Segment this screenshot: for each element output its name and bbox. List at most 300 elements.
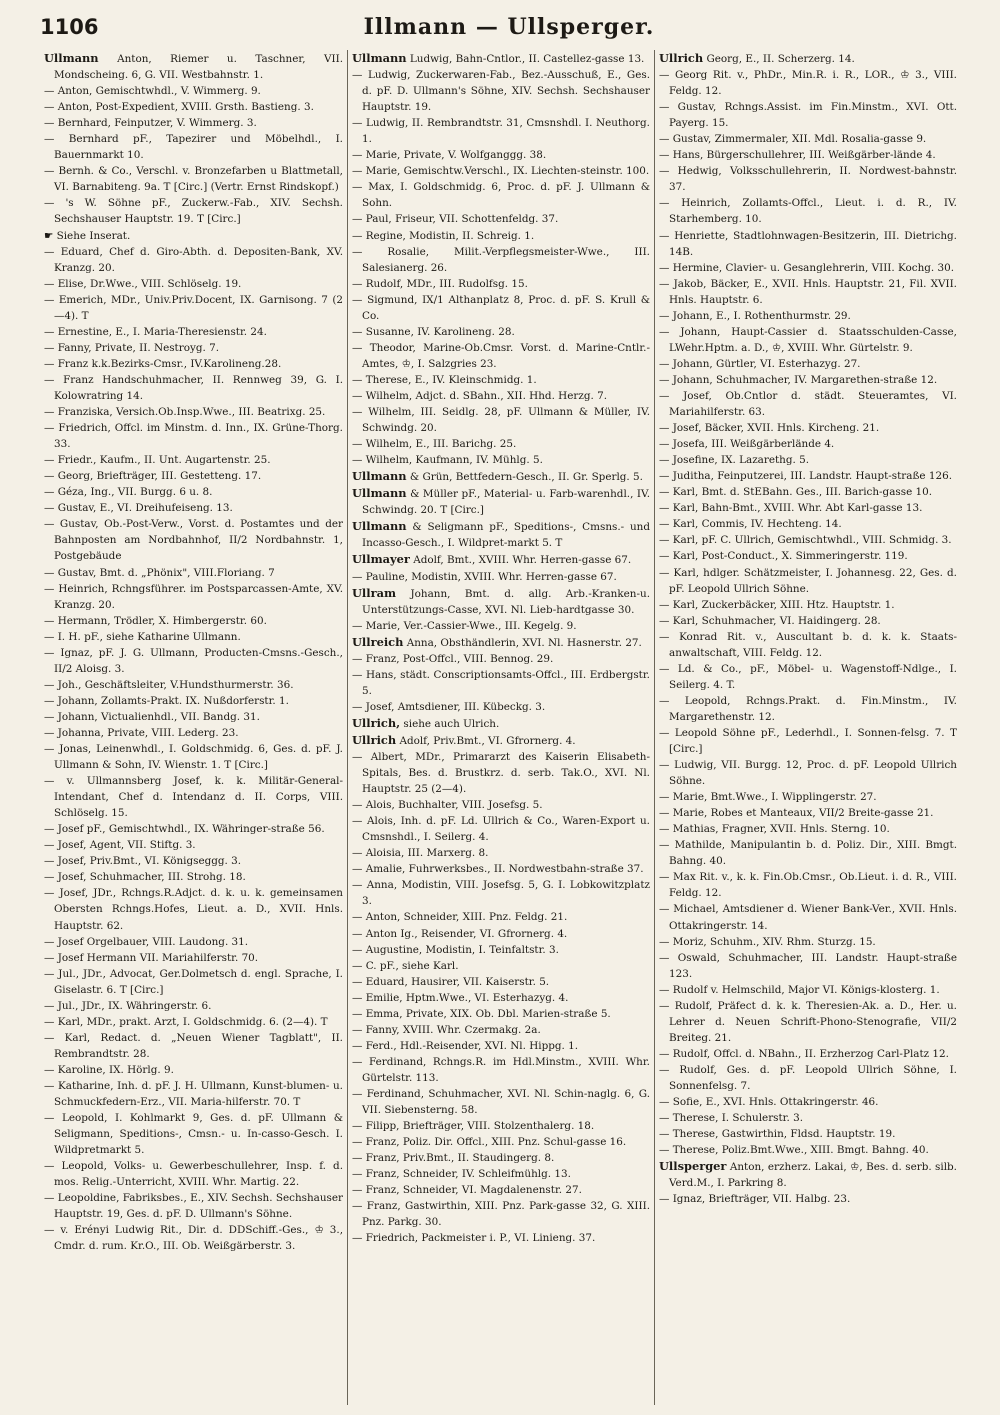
entry-name: — Alois, bbox=[352, 815, 396, 827]
entry-text: Schneider, XIII. Pnz. Feldg. 21. bbox=[403, 911, 568, 924]
entry-name: — Heinrich, bbox=[659, 197, 731, 209]
directory-entry bbox=[352, 797, 650, 813]
directory-entry bbox=[44, 629, 343, 645]
entry-text: Schuhmacher, IV. Margarethen-straße 12. bbox=[716, 373, 938, 386]
entry-name: — Fanny, bbox=[352, 1024, 400, 1036]
entry-name: — Jakob, bbox=[659, 278, 706, 290]
directory-entry bbox=[44, 966, 343, 998]
entry-name: — Marie, bbox=[352, 165, 400, 177]
entry-name: Ullrich bbox=[352, 732, 397, 747]
entry-text: Fabriksbes., E., XIV. Sechsh. Sechshauser Hauptstr. 19, Ges. d. pF. D. Ullmann's Söhne. bbox=[54, 1192, 343, 1221]
entry-text: IX/1 Althanplatz 8, Proc. d. pF. S. Krull & Co. bbox=[362, 293, 650, 322]
entry-text: Post-Conduct., X. Simmeringerstr. 119. bbox=[701, 550, 908, 563]
directory-entry bbox=[352, 667, 650, 699]
entry-text: Friseur, VII. Schottenfeldg. 37. bbox=[395, 213, 559, 226]
directory-entry bbox=[44, 934, 343, 950]
entry-name: — Alois, bbox=[352, 799, 395, 811]
entry-name: — Ferd., bbox=[352, 1040, 397, 1052]
entry-text: Hptm.Wwe., VI. Esterhazyg. 4. bbox=[405, 991, 569, 1004]
entry-name: — Therese, bbox=[659, 1112, 718, 1124]
directory-entry bbox=[659, 1158, 957, 1191]
entry-name: — Anna, bbox=[352, 879, 397, 891]
entry-name: Ullmayer bbox=[352, 552, 410, 567]
directory-entry bbox=[659, 1046, 957, 1062]
entry-text: & Grün, Bettfedern-Gesch., II. Gr. Sperlg. 5. bbox=[409, 471, 643, 484]
entry-text: siehe auch Ulrich. bbox=[403, 717, 500, 730]
entry-name: — Karl, bbox=[659, 518, 698, 530]
entry-text: Briefträger, III. Gestetteng. 17. bbox=[96, 470, 262, 483]
entry-name: — Karl, bbox=[659, 502, 698, 514]
entry-text: Dr.Wwe., VIII. Schlöselg. 19. bbox=[90, 277, 242, 290]
entry-name: — Wilhelm, bbox=[352, 390, 412, 402]
entry-name: — Gustav, bbox=[659, 101, 716, 113]
entry-text: III. Seidlg. 28, pF. Ullmann & Müller, IV. Schwindg. 20. bbox=[362, 406, 650, 435]
directory-entry bbox=[352, 372, 650, 388]
directory-entry bbox=[352, 974, 650, 990]
entry-name: — Susanne, bbox=[352, 326, 414, 338]
entry-name: — Amalie, bbox=[352, 863, 405, 875]
entry-name: — Marie, bbox=[659, 807, 707, 819]
entry-text: Gürtler, VI. Esterhazyg. 27. bbox=[716, 357, 861, 370]
entry-name: — Augustine, bbox=[352, 944, 422, 956]
entry-text: MDr., prakt. Arzt, I. Goldschmidg. 6. (2—4). T bbox=[86, 1015, 328, 1028]
directory-entry bbox=[44, 500, 343, 516]
entry-text: Geschäftsleiter, V.Hundsthurmerstr. 36. bbox=[84, 678, 294, 691]
entry-name: — Anton, bbox=[44, 101, 92, 113]
directory-entry bbox=[44, 998, 343, 1014]
entry-text: Redact. d. „Neuen Wiener Tagblatt", II. Rembrandtstr. 28. bbox=[54, 1031, 343, 1060]
directory-entry bbox=[659, 613, 957, 629]
entry-text: I. Schulerstr. 3. bbox=[721, 1112, 804, 1125]
directory-entry bbox=[659, 324, 957, 356]
directory-entry bbox=[659, 484, 957, 500]
entry-name: — Josef, bbox=[44, 871, 86, 883]
entry-text: Offcl. im Minstm. d. Inn., IX. Grüne-Thorg. 33. bbox=[54, 422, 343, 451]
entry-text: pF., Gemischtwhdl., IX. Währinger-straße 56. bbox=[86, 823, 325, 836]
directory-entry bbox=[44, 516, 343, 564]
entry-name: — Johanna, bbox=[44, 727, 104, 739]
directory-entry bbox=[352, 452, 650, 468]
entry-text: Ob.-Post-Verw., Vorst. d. Postamtes und der Bahnposten am Nordbahnhof, II/2 Nordbahnstr. 1, Postgebäude bbox=[54, 518, 343, 563]
entry-text: Post-Offcl., VIII. Bennog. 29. bbox=[402, 652, 554, 665]
entry-text: III. Weißgärberlände 4. bbox=[711, 438, 835, 451]
entry-name: — Bernh. & Co., bbox=[44, 165, 132, 177]
directory-entry bbox=[352, 404, 650, 436]
directory-entry bbox=[44, 741, 343, 773]
entry-name: — Ludwig, bbox=[659, 759, 717, 771]
directory-entry bbox=[44, 645, 343, 677]
entry-text: E., IV. Kleinschmidg. 1. bbox=[414, 373, 537, 386]
entry-text: XVIII. Whr. Czermakg. 2a. bbox=[402, 1023, 541, 1036]
entry-text: Bahn-Bmt., XVIII. Whr. Abt Karl-gasse 13. bbox=[701, 502, 923, 515]
entry-text: Zimmermaler, XII. Mdl. Rosalia-gasse 9. bbox=[714, 133, 927, 146]
entry-name: — C. bbox=[352, 960, 377, 972]
entry-text: Ing., VII. Burgg. 6 u. 8. bbox=[90, 486, 213, 499]
entry-name: — Eduard, bbox=[44, 246, 103, 258]
entry-name: — Josef, bbox=[659, 390, 712, 402]
entry-text: Modistin, I. Teinfaltstr. 3. bbox=[425, 943, 559, 956]
entry-name: — Gustav, bbox=[659, 133, 711, 145]
directory-entry bbox=[44, 869, 343, 885]
directory-entry bbox=[659, 1094, 957, 1110]
directory-entry bbox=[44, 195, 343, 227]
directory-entry bbox=[659, 67, 957, 99]
directory-entry bbox=[659, 468, 957, 484]
directory-entry bbox=[44, 565, 343, 581]
entry-name: — Emma, bbox=[352, 1008, 403, 1020]
directory-entry bbox=[352, 1134, 650, 1150]
directory-entry bbox=[44, 356, 343, 372]
directory-entry bbox=[352, 115, 650, 147]
entry-text: Fragner, XVII. Hnls. Sterng. 10. bbox=[721, 823, 890, 836]
entry-name: — Ludwig, bbox=[352, 117, 408, 129]
entry-text: Clavier- u. Gesanglehrerin, VIII. Kochg. 30. bbox=[725, 261, 955, 274]
directory-entry bbox=[352, 147, 650, 163]
entry-name: — Mathilde, bbox=[659, 839, 725, 851]
entry-text: Schneider, IV. Schleifmühlg. 13. bbox=[402, 1168, 571, 1181]
entry-text: k.k.Bezirks-Cmsr., IV.Karolineng.28. bbox=[91, 357, 282, 370]
entry-name: — Johann, bbox=[44, 711, 98, 723]
directory-entry bbox=[352, 699, 650, 715]
directory-entry bbox=[659, 1191, 957, 1207]
directory-entry bbox=[659, 260, 957, 276]
entry-name: — Franz, bbox=[352, 1152, 400, 1164]
entry-text: Private, XIX. Ob. Dbl. Marien-straße 5. bbox=[405, 1007, 611, 1020]
directory-entry bbox=[44, 276, 343, 292]
entry-text: Anton, erzherz. Lakai, ♔, Bes. d. serb. silb. Verd.M., I. Parkring 8. bbox=[669, 1161, 957, 1190]
directory-entry bbox=[659, 228, 957, 260]
entry-text: Post-Expedient, XVIII. Grsth. Bastieng. 3. bbox=[95, 101, 314, 114]
entry-text: pF. J. G. Ullmann, Producten-Cmsns.-Gesch., II/2 Aloisg. 3. bbox=[54, 646, 343, 675]
directory-entry bbox=[659, 388, 957, 420]
directory-entry bbox=[352, 749, 650, 797]
entry-text: Briefträger, VIII. Stolzenthalerg. 18. bbox=[402, 1120, 595, 1133]
directory-entry bbox=[659, 789, 957, 805]
entry-name: — Johann, bbox=[659, 358, 713, 370]
entry-text: pF., Zuckerw.-Fab., XIV. Sechsh. Sechshauser Hauptstr. 19. T [Circ.] bbox=[54, 197, 343, 226]
entry-text: Hdl.-Reisender, XVI. Nl. Hippg. 1. bbox=[400, 1039, 579, 1052]
entry-name: — Josef, bbox=[44, 839, 86, 851]
entry-name: Ullrich, bbox=[352, 715, 401, 730]
directory-entry bbox=[44, 1158, 343, 1190]
entry-name: — Henriette, bbox=[659, 230, 728, 242]
entry-text: E., XVI. Hnls. Ottakringerstr. 46. bbox=[705, 1096, 879, 1109]
entry-name: Ullsperger bbox=[659, 1159, 727, 1174]
directory-entry bbox=[44, 885, 343, 933]
directory-entry bbox=[352, 436, 650, 452]
entry-name: — Johann, bbox=[659, 374, 713, 386]
entry-name: — Leopold Söhne bbox=[659, 727, 755, 739]
entry-text: MDr., III. Rudolfsg. 15. bbox=[406, 277, 528, 290]
directory-entry bbox=[44, 693, 343, 709]
directory-entry bbox=[352, 1022, 650, 1038]
directory-entry bbox=[659, 420, 957, 436]
entry-text: Briefträger, VII. Halbg. 23. bbox=[708, 1193, 851, 1206]
entry-text: Anna, Obsthändlerin, XVI. Nl. Hasnerstr. 27. bbox=[406, 636, 642, 649]
directory-entry bbox=[352, 926, 650, 942]
entry-name: — Karl, bbox=[659, 534, 698, 546]
entry-name: — Marie, bbox=[352, 149, 400, 161]
entry-text: Priv.Bmt., VI. Königseggg. 3. bbox=[89, 855, 242, 868]
entry-name: — Ferdinand, bbox=[352, 1056, 426, 1068]
directory-entry bbox=[659, 934, 957, 950]
entry-name: — Marie, bbox=[352, 620, 400, 632]
entry-name: — Regine, bbox=[352, 230, 406, 242]
entry-text: Victualienhdl., VII. Bandg. 31. bbox=[101, 710, 260, 723]
directory-entry bbox=[659, 276, 957, 308]
entry-text: I. Goldschmidg. 6, Proc. d. pF. J. Ullmann & Sohn. bbox=[362, 181, 650, 210]
entry-name: — 's W. Söhne bbox=[44, 197, 141, 209]
entry-text: Manipulantin b. d. Poliz. Dir., XIII. Bmgt. Bahng. 40. bbox=[669, 839, 957, 868]
directory-entry bbox=[44, 163, 343, 195]
entry-name: — Géza, bbox=[44, 486, 87, 498]
entry-name: — Johann, bbox=[659, 326, 720, 338]
entry-name: — Ludwig, bbox=[352, 69, 410, 81]
entry-text: pF., Möbel- u. Wagenstoff-Ndlge., I. Seilerg. 4. T. bbox=[669, 662, 957, 691]
entry-name: — Katharine, bbox=[44, 1080, 114, 1092]
directory-entry bbox=[352, 276, 650, 292]
directory-columns bbox=[40, 50, 978, 1405]
directory-entry bbox=[352, 67, 650, 115]
entry-text: & Müller pF., Material- u. Farb-warenhdl., IV. Schwindg. 20. T [Circ.] bbox=[362, 488, 650, 517]
directory-entry bbox=[659, 1142, 957, 1158]
directory-entry bbox=[352, 518, 650, 551]
entry-text: Poliz. Dir. Offcl., XIII. Pnz. Schul-gasse 16. bbox=[402, 1136, 627, 1149]
directory-entry bbox=[352, 732, 650, 749]
entry-text: Schuhm., XIV. Rhm. Sturzg. 15. bbox=[709, 935, 876, 948]
directory-entry bbox=[352, 324, 650, 340]
entry-name: — Karl, bbox=[659, 550, 698, 562]
entry-name: — Franz, bbox=[352, 1200, 401, 1212]
entry-name: — Josef Hermann bbox=[44, 952, 136, 964]
entry-name: — Friedrich, bbox=[44, 422, 111, 434]
directory-entry bbox=[44, 725, 343, 741]
directory-entry bbox=[659, 661, 957, 693]
entry-name: — Karl, bbox=[659, 615, 698, 627]
entry-text: Private, II. Nestroyg. 7. bbox=[94, 341, 219, 354]
entry-name: — Ferdinand, bbox=[352, 1088, 424, 1100]
entry-text: E., III. Barichg. 25. bbox=[415, 438, 517, 451]
directory-entry bbox=[44, 404, 343, 420]
directory-entry bbox=[352, 1038, 650, 1054]
directory-entry bbox=[352, 468, 650, 485]
directory-entry bbox=[659, 308, 957, 324]
directory-entry bbox=[44, 1110, 343, 1158]
entry-text: ☛ Siehe Inserat. bbox=[44, 229, 131, 242]
entry-text: Kaufmann, IV. Mühlg. 5. bbox=[415, 454, 543, 467]
entry-text: Ludwig, Bahn-Cntlor., II. Castellez-gasse 13. bbox=[409, 53, 645, 65]
entry-name: — Friedr., bbox=[44, 454, 96, 466]
directory-entry bbox=[352, 1086, 650, 1118]
directory-entry bbox=[44, 372, 343, 404]
entry-name: — Hermann, bbox=[44, 615, 111, 627]
entry-text: Schneider, VI. Magdalenenstr. 27. bbox=[402, 1184, 582, 1197]
entry-name: — Josef bbox=[44, 936, 83, 948]
entry-text: I. Kohlmarkt 9, Ges. d. pF. Ullmann & Seligmann, Speditions-, Cmsn.- u. In-casso-Gesch. I. Wildpretmarkt 5. bbox=[54, 1112, 343, 1157]
entry-name: — Hans, bbox=[352, 669, 397, 681]
column-2 bbox=[347, 50, 654, 1405]
entry-text: Rit. v., PhDr., Min.R. i. R., LOR., ♔ 3., VIII. Feldg. 12. bbox=[669, 69, 957, 98]
directory-entry bbox=[659, 372, 957, 388]
directory-entry bbox=[659, 1110, 957, 1126]
directory-entry bbox=[44, 83, 343, 99]
directory-entry bbox=[44, 484, 343, 500]
entry-text: Schuhmacher, III. Strohg. 18. bbox=[89, 871, 246, 884]
entry-name: — Johann, bbox=[659, 310, 713, 322]
entry-text: Anton, Riemer u. Taschner, VII. Mondscheing. 6, G. VII. Westbahnstr. 1. bbox=[54, 53, 343, 82]
entry-name: — Jonas, bbox=[44, 743, 91, 755]
entry-text: Zollamts-Prakt. IX. Nußdorferstr. 1. bbox=[101, 694, 289, 707]
entry-text: pF. C. Ullrich, Gemischtwhdl., VIII. Schmidg. 3. bbox=[701, 534, 952, 547]
entry-text: IV. Karolineng. 28. bbox=[417, 325, 515, 338]
entry-text: Fuhrwerksbes., II. Nordwestbahn-straße 37. bbox=[408, 863, 644, 876]
directory-entry bbox=[44, 1078, 343, 1110]
entry-name: — Therese, bbox=[659, 1144, 718, 1156]
entry-name: Ullmann bbox=[44, 51, 99, 65]
entry-text: IX. Lazarethg. 5. bbox=[721, 454, 810, 467]
entry-text: Feinputzer, V. Wimmerg. 3. bbox=[114, 117, 257, 130]
entry-name: — Pauline, bbox=[352, 571, 408, 583]
directory-entry bbox=[659, 1062, 957, 1094]
entry-text: Bmt. d. „Phönix", VIII.Floriang. 7 bbox=[99, 566, 275, 579]
directory-entry bbox=[352, 292, 650, 324]
entry-text: pF., siehe Katharine Ullmann. bbox=[84, 630, 241, 643]
entry-text: Gastwirthin, Fldsd. Hauptstr. 19. bbox=[721, 1128, 896, 1141]
entry-name: — Joh., bbox=[44, 679, 81, 691]
column-1 bbox=[40, 50, 347, 1405]
entry-name: — Josef, bbox=[659, 422, 701, 434]
directory-entry bbox=[659, 1126, 957, 1142]
directory-entry bbox=[659, 516, 957, 532]
entry-text: Kaufm., II. Unt. Augartenstr. 25. bbox=[99, 454, 271, 467]
directory-entry bbox=[44, 1062, 343, 1078]
directory-entry bbox=[44, 131, 343, 163]
entry-text: Reisender, VI. Gfrornerg. 4. bbox=[421, 927, 568, 940]
directory-entry bbox=[352, 179, 650, 211]
entry-text: Inh. d. pF. J. H. Ullmann, Kunst-blumen- u. Schmuckfedern-Erz., VII. Maria-hilferstr. 70. T bbox=[54, 1080, 343, 1109]
directory-entry bbox=[659, 50, 957, 67]
entry-name: — Anton, bbox=[44, 85, 92, 97]
entry-text: II. Rembrandtstr. 31, Cmsnshdl. I. Neuthorg. 1. bbox=[362, 117, 650, 146]
entry-name: — Fanny, bbox=[44, 342, 92, 354]
entry-name: — Marie, bbox=[659, 791, 707, 803]
entry-text: Buchhalter, VIII. Josefsg. 5. bbox=[398, 799, 543, 812]
entry-text: Georg, E., II. Scherzerg. 14. bbox=[706, 53, 855, 65]
entry-name: — Bernhard, bbox=[44, 117, 111, 129]
directory-entry bbox=[659, 757, 957, 789]
entry-name: — Rudolf, bbox=[659, 1048, 710, 1060]
directory-entry bbox=[352, 228, 650, 244]
directory-entry bbox=[352, 715, 650, 732]
directory-entry bbox=[659, 532, 957, 548]
directory-entry bbox=[352, 1150, 650, 1166]
directory-entry bbox=[44, 1030, 343, 1062]
entry-name: — v. Ullmannsberg bbox=[44, 775, 161, 787]
entry-name: — Ignaz, bbox=[659, 1193, 705, 1205]
entry-text: MDr., Univ.Priv.Docent, IX. Garnisong. 7 (2—4). T bbox=[54, 293, 343, 322]
entry-text: Haupt-Cassier d. Staatsschulden-Casse, LWehr.Hptm. a. D., ♔, XVIII. Whr. Gürtelstr. 9. bbox=[669, 325, 957, 354]
directory-entry bbox=[659, 629, 957, 661]
entry-name: — Rudolf v. Helmschild, bbox=[659, 984, 785, 996]
entry-text: Major VI. Königs-klosterg. 1. bbox=[787, 983, 940, 996]
entry-name: — Elise, bbox=[44, 278, 87, 290]
entry-text: Rchngsführer. im Postsparcassen-Amte, XV. Kranzg. 20. bbox=[54, 582, 344, 611]
entry-text: Commis, IV. Hechteng. 14. bbox=[701, 518, 842, 531]
directory-entry bbox=[352, 551, 650, 568]
entry-name: — Josef bbox=[44, 823, 83, 835]
entry-text: Josef, k. k. Militär-General-Intendant, Chef d. Intendanz d. II. Corps, VIII. Schlöselg. 15. bbox=[54, 775, 343, 820]
directory-entry bbox=[44, 468, 343, 484]
directory-entry bbox=[352, 1166, 650, 1182]
entry-name: — Georg, bbox=[44, 470, 93, 482]
entry-text: Rit. v., Auscultant b. d. k. k. Staats-anwaltschaft, VIII. Feldg. 12. bbox=[669, 630, 958, 659]
entry-text: Zuckerbäcker, XIII. Htz. Hauptstr. 1. bbox=[701, 598, 895, 611]
entry-text: Gemischtw.Verschl., IX. Liechten-steinstr. 100. bbox=[403, 165, 650, 178]
entry-name: — Rudolf, bbox=[659, 1064, 717, 1076]
directory-entry bbox=[44, 773, 343, 821]
entry-name: — Hans, bbox=[659, 149, 703, 161]
entry-name: — Hedwig, bbox=[659, 165, 722, 177]
entry-name: — Josefa, bbox=[659, 438, 708, 450]
entry-text: Amtsdiener d. Wiener Bank-Ver., XVII. Hnls. Ottakringerstr. 14. bbox=[669, 903, 957, 932]
entry-text: Private, VIII. Lederg. 23. bbox=[107, 726, 239, 739]
directory-entry bbox=[352, 618, 650, 634]
entry-name: — Bernhard bbox=[44, 133, 119, 145]
entry-text: Schuhmacher, VI. Haidingerg. 28. bbox=[701, 614, 881, 627]
directory-entry bbox=[659, 597, 957, 613]
directory-entry bbox=[352, 163, 650, 179]
entry-name: — Ld. & Co., bbox=[659, 663, 742, 675]
entry-text: Bürgerschullehrer, III. Weißgärber-lände 4. bbox=[706, 149, 936, 162]
entry-name: — Josefine, bbox=[659, 454, 718, 466]
directory-entry bbox=[659, 500, 957, 516]
entry-name: — Wilhelm, bbox=[352, 406, 415, 418]
directory-entry bbox=[659, 821, 957, 837]
directory-entry bbox=[352, 1006, 650, 1022]
entry-name: — Sofie, bbox=[659, 1096, 702, 1108]
entry-text: Verschl. v. Bronzefarben u Blattmetall, VI. Barnabiteng. 9a. T [Circ.] (Vertr. Ernst Rindskopf.) bbox=[54, 165, 343, 194]
entry-text: Modistin, II. Schreig. 1. bbox=[409, 229, 535, 242]
directory-entry bbox=[44, 340, 343, 356]
directory-entry bbox=[659, 805, 957, 821]
directory-entry bbox=[44, 452, 343, 468]
directory-entry bbox=[659, 725, 957, 757]
entry-text: pF., Tapezirer und Möbelhdl., I. Bauernmarkt 10. bbox=[54, 133, 343, 162]
entry-text: Adjct. d. SBahn., XII. Hhd. Herzg. 7. bbox=[415, 389, 608, 402]
entry-text: Ver.-Cassier-Wwe., III. Kegelg. 9. bbox=[403, 619, 577, 632]
entry-name: — Theodor, bbox=[352, 342, 416, 354]
entry-name: — Michael, bbox=[659, 903, 719, 915]
entry-text: pF., siehe Karl. bbox=[379, 959, 459, 972]
directory-entry bbox=[659, 195, 957, 227]
entry-text: Adolf, Priv.Bmt., VI. Gfrornerg. 4. bbox=[399, 734, 576, 747]
entry-text: & Seligmann pF., Speditions-, Cmsns.- und Incasso-Gesch., I. Wildpret-markt 5. T bbox=[362, 521, 650, 550]
entry-name: — Josef, bbox=[44, 855, 86, 867]
entry-name: — Oswald, bbox=[659, 952, 720, 964]
directory-entry bbox=[659, 163, 957, 195]
directory-entry bbox=[352, 845, 650, 861]
directory-entry bbox=[44, 821, 343, 837]
entry-text: städt. Conscriptionsamts-Offcl., III. Erdbergstr. 5. bbox=[362, 668, 650, 697]
entry-text: Gastwirthin, XIII. Pnz. Park-gasse 32, G. XIII. Pnz. Parkg. 30. bbox=[362, 1200, 651, 1229]
entry-name: — Therese, bbox=[352, 374, 411, 386]
entry-name: — Juditha, bbox=[659, 470, 714, 482]
entry-text: Trödler, X. Himbergerstr. 60. bbox=[113, 614, 267, 627]
directory-entry bbox=[659, 901, 957, 933]
entry-text: Bäcker, XVII. Hnls. Kircheng. 21. bbox=[704, 422, 880, 435]
entry-text: Handschuhmacher, II. Rennweg 39, G. I. Kolowratring 14. bbox=[54, 373, 343, 402]
entry-name: — Johann, bbox=[44, 695, 98, 707]
